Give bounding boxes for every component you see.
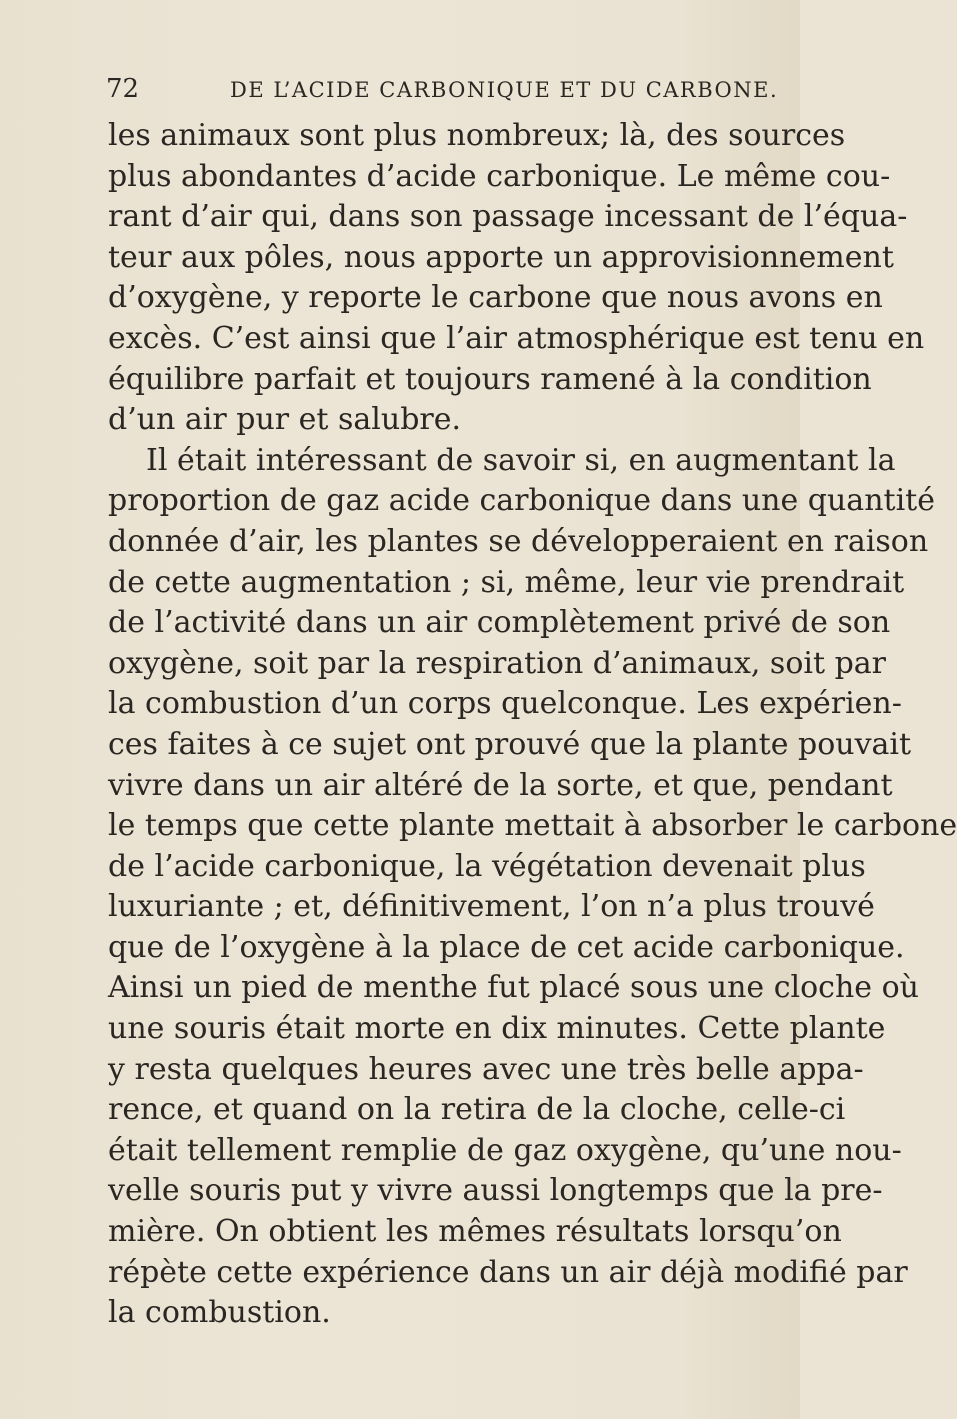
text-line: y resta quelques heures avec une très belle appa- xyxy=(108,1051,864,1087)
text-line: velle souris put y vivre aussi longtemps que la pre- xyxy=(108,1173,883,1209)
text-line: Ainsi un pied de menthe fut placé sous une cloche où xyxy=(108,970,919,1006)
text-line: que de l’oxygène à la place de cet acide carbonique. xyxy=(108,929,905,965)
text-line: vivre dans un air altéré de la sorte, et que, pendant xyxy=(108,767,893,803)
text-line: excès. C’est ainsi que l’air atmosphérique est tenu en xyxy=(108,320,925,356)
paragraph xyxy=(108,441,957,1334)
body-text xyxy=(108,116,957,1334)
text-line: la combustion. xyxy=(108,1295,331,1331)
text-line: de cette augmentation ; si, même, leur vie prendrait xyxy=(108,564,905,600)
text-line: répète cette expérience dans un air déjà modifié par xyxy=(108,1254,908,1290)
text-line: était tellement remplie de gaz oxygène, qu’une nou- xyxy=(108,1132,902,1168)
text-line: équilibre parfait et toujours ramené à la condition xyxy=(108,361,872,397)
text-line: plus abondantes d’acide carbonique. Le même cou- xyxy=(108,158,891,194)
text-line: de l’acide carbonique, la végétation devenait plus xyxy=(108,848,866,884)
running-head: DE L’ACIDE CARBONIQUE ET DU CARBONE. xyxy=(230,78,779,102)
text-line: de l’activité dans un air complètement privé de son xyxy=(108,605,891,641)
paragraph xyxy=(108,116,925,441)
text-line: d’un air pur et salubre. xyxy=(108,402,462,438)
text-line: Il était intéressant de savoir si, en augmentant la xyxy=(146,442,896,478)
text-line: oxygène, soit par la respiration d’animaux, soit par xyxy=(108,645,887,681)
text-line: rant d’air qui, dans son passage incessant de l’équa- xyxy=(108,199,908,235)
text-line: donnée d’air, les plantes se développeraient en raison xyxy=(108,523,929,559)
text-line: une souris était morte en dix minutes. Cette plante xyxy=(108,1011,886,1047)
text-line: proportion de gaz acide carbonique dans une quantité xyxy=(108,483,935,519)
text-line: mière. On obtient les mêmes résultats lorsqu’on xyxy=(108,1214,842,1250)
text-line: luxuriante ; et, définitivement, l’on n’a plus trouvé xyxy=(108,889,875,925)
page-header xyxy=(106,74,779,114)
text-line: le temps que cette plante mettait à absorber le carbone xyxy=(108,808,957,844)
text-line: d’oxygène, y reporte le carbone que nous avons en xyxy=(108,280,883,316)
text-line: rence, et quand on la retira de la cloche, celle-ci xyxy=(108,1092,846,1128)
page-number: 72 xyxy=(106,74,140,104)
text-line: teur aux pôles, nous apporte un approvisionnement xyxy=(108,239,894,275)
text-line: la combustion d’un corps quelconque. Les expérien- xyxy=(108,686,902,722)
text-line: les animaux sont plus nombreux; là, des sources xyxy=(108,118,846,153)
text-line: ces faites à ce sujet ont prouvé que la plante pouvait xyxy=(108,726,912,762)
